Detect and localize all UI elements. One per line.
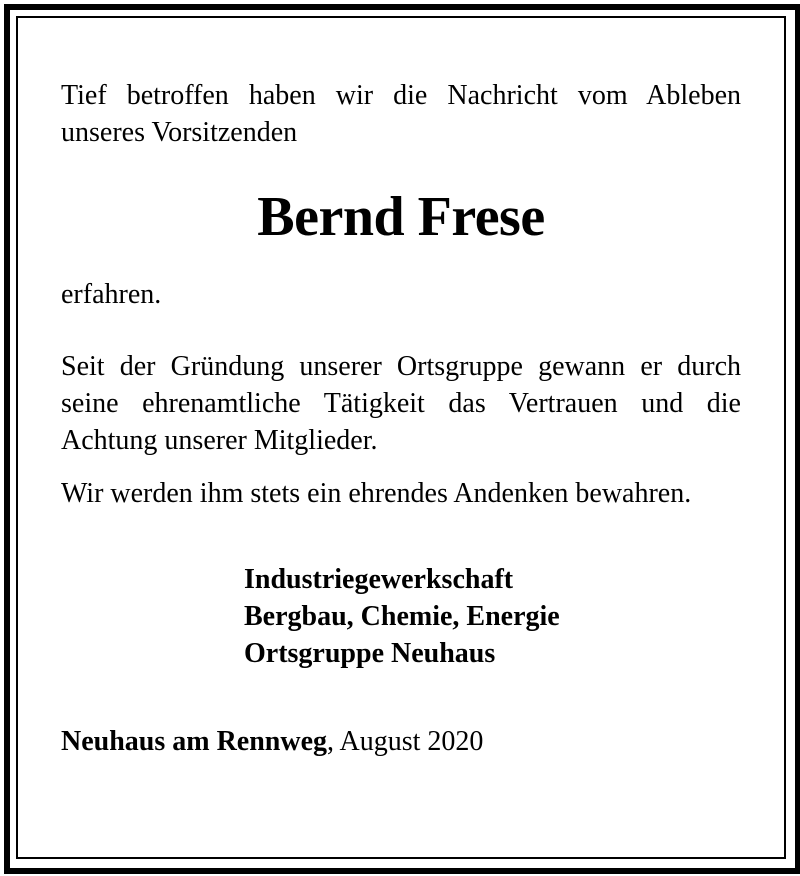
tribute-line-2: seine ehrenamtliche Tätigkeit das Vertrauen und die: [61, 388, 741, 419]
tribute-paragraph: [61, 348, 741, 459]
place-date-line: [61, 723, 741, 760]
intro-line-2: unseres Vorsitzenden: [61, 117, 298, 148]
organization-signature: [61, 561, 741, 672]
intro-line-1: Tief betroffen haben wir die Nachricht vom Ableben: [61, 80, 741, 111]
obituary-notice: [61, 77, 741, 760]
after-name-text: erfahren.: [61, 279, 162, 310]
organization-line-1: Industriegewerkschaft: [244, 564, 514, 595]
place-name: Neuhaus am Rennweg: [61, 726, 328, 757]
organization-line-2: Bergbau, Chemie, Energie: [244, 601, 560, 632]
remembrance-sentence: Wir werden ihm stets ein ehrendes Andenken bewahren.: [61, 478, 692, 509]
tribute-line-1: Seit der Gründung unserer Ortsgruppe gewann er durch: [61, 351, 741, 382]
notice-date: August 2020: [334, 726, 484, 757]
intro-paragraph: [61, 77, 741, 151]
tribute-line-3: Achtung unserer Mitglieder.: [61, 425, 378, 456]
place-separator: ,: [327, 726, 335, 757]
deceased-name: Bernd Frese: [257, 186, 545, 248]
organization-line-3: Ortsgruppe Neuhaus: [244, 638, 496, 669]
